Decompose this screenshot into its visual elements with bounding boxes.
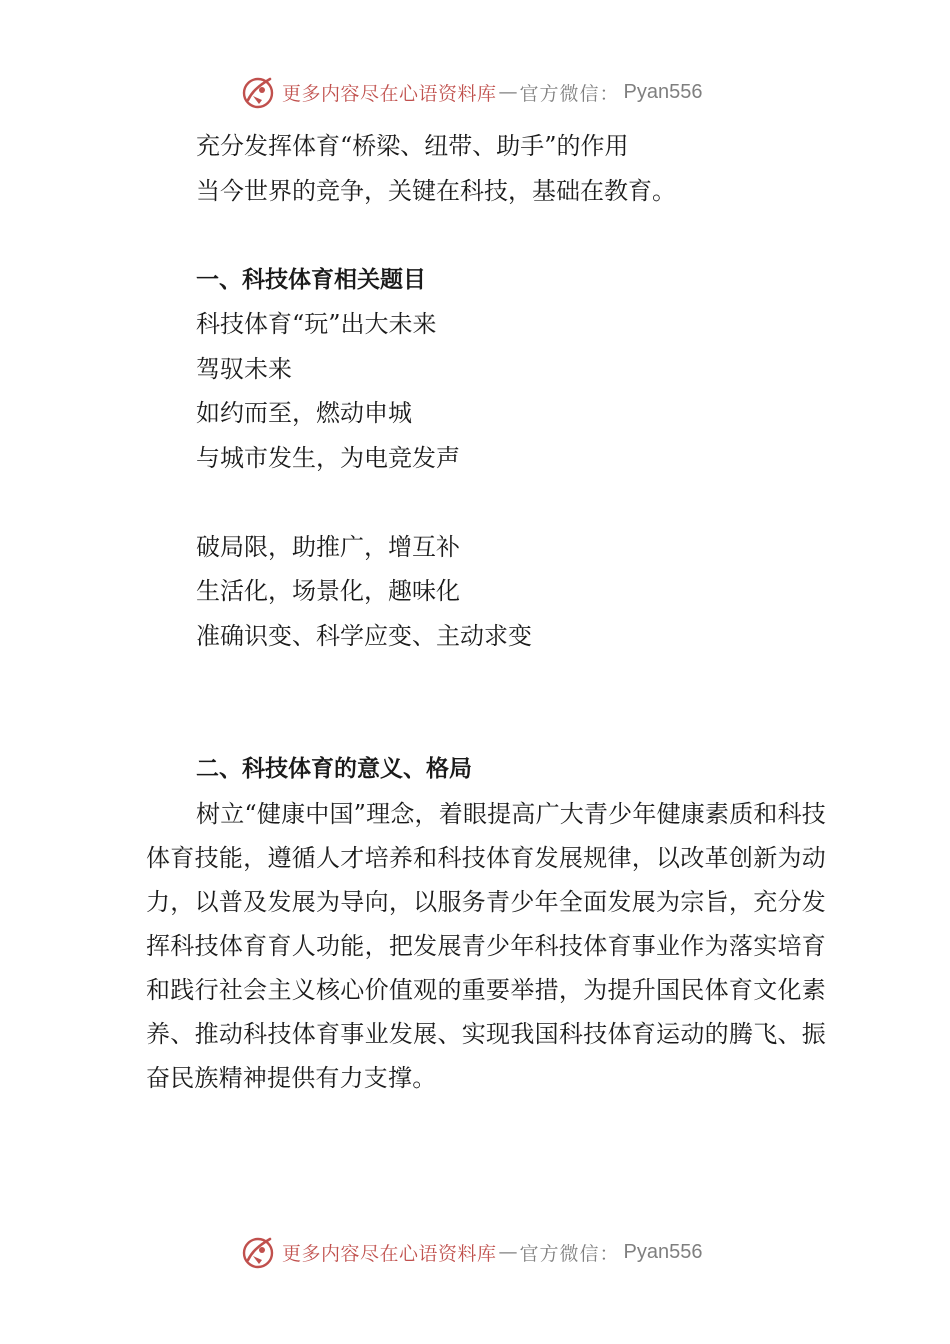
section2-heading: 二、科技体育的意义、格局	[196, 756, 472, 782]
watermark-separator: —	[498, 1241, 518, 1263]
title-item: 驾驭未来	[196, 354, 292, 383]
watermark-wechat-label: 官方微信：	[519, 1242, 620, 1265]
spacer	[146, 213, 826, 258]
intro-line-2: 当今世界的竞争，关键在科技，基础在教育。	[196, 176, 676, 205]
section2-paragraph: 树立“健康中国”理念，着眼提高广大青少年健康素质和科技体育技能，遵循人才培养和科技体育发展规律，以改革创新为动力，以普及发展为导向，以服务青少年全面发展为宗旨，充分发挥科技体育育人功能，把发展青少年科技体育事业作为落实培育和践行社会主义核心价值观的重要举措，为提升国民体育文化素养、推动科技体育事业发展、实现我国科技体育运动的腾飞、振奋民族精神提供有力支撑。	[146, 799, 826, 1092]
watermark-wechat-id: Pyan556	[623, 80, 703, 103]
header-watermark	[240, 72, 703, 112]
watermark-wechat-id: Pyan556	[623, 1240, 703, 1263]
hand-pen-logo-icon	[240, 74, 276, 110]
watermark-wechat-label: 官方微信：	[519, 82, 620, 105]
footer-watermark	[240, 1232, 703, 1272]
section1-heading: 一、科技体育相关题目	[196, 266, 426, 293]
spacer	[146, 480, 826, 525]
watermark-separator: —	[498, 81, 518, 103]
watermark-text: 更多内容尽在心语资料库	[282, 82, 497, 105]
spacer	[146, 658, 826, 703]
hand-pen-logo-icon	[240, 1234, 276, 1270]
document-body	[146, 124, 826, 1100]
phrase-item: 生活化，场景化，趣味化	[196, 577, 460, 605]
phrase-item: 破局限，助推广，增互补	[196, 532, 460, 561]
title-item: 与城市发生，为电竞发声	[196, 443, 460, 472]
title-item: 科技体育“玩”出大未来	[196, 310, 437, 338]
spacer	[146, 703, 826, 748]
intro-line-1: 充分发挥体育“桥梁、纽带、助手”的作用	[196, 132, 629, 160]
watermark-text: 更多内容尽在心语资料库	[282, 1242, 497, 1265]
phrase-item: 准确识变、科学应变、主动求变	[196, 621, 532, 650]
title-item: 如约而至，燃动申城	[196, 399, 412, 427]
